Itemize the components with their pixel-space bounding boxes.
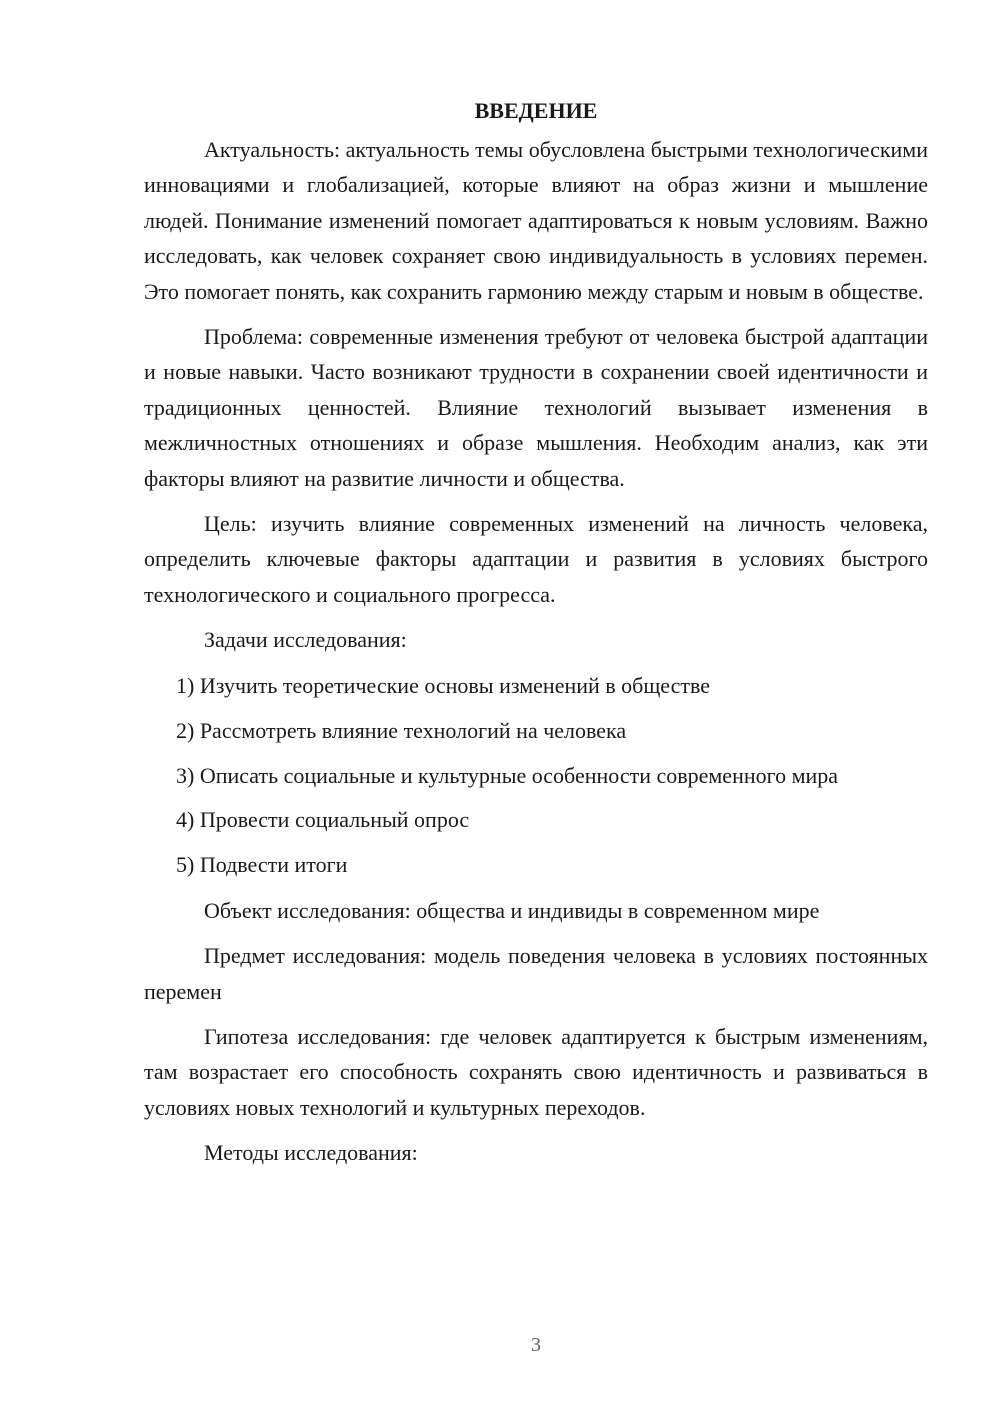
page-number: 3 xyxy=(531,1334,541,1356)
methods-title: Методы исследования: xyxy=(204,1140,418,1166)
section-heading: ВВЕДЕНИЕ xyxy=(474,98,598,123)
problem-paragraph: Проблема: современные изменения требуют от человека быстрой адаптации и новые навыки. Часто возникают трудности в сохранении своей идентичности и традиционных ценностей. Влияние технологий вызывает изменения в межличностных отношениях и образе мышления. Необходим анализ, как эти факторы влияют на развитие личности и общества. xyxy=(144,324,928,491)
task-item: 3) Описать социальные и культурные особенности современного мира xyxy=(176,762,839,788)
document-page xyxy=(144,96,928,1181)
task-item: 2) Рассмотреть влияние технологий на человека xyxy=(176,717,627,743)
subject-paragraph: Предмет исследования: модель поведения человека в условиях постоянных перемен xyxy=(144,943,928,1004)
object-paragraph: Объект исследования: общества и индивиды в современном мире xyxy=(204,897,820,923)
task-item: 4) Провести социальный опрос xyxy=(176,807,470,833)
task-item: 5) Подвести итоги xyxy=(176,852,348,878)
relevance-paragraph: Актуальность: актуальность темы обусловлена быстрыми технологическими инновациями и глобализацией, которые влияют на образ жизни и мышление людей. Понимание изменений помогает адаптироваться к новым условиям. Важно исследовать, как человек сохраняет свою индивидуальность в условиях перемен. Это помогает понять, как сохранить гармонию между старым и новым в обществе. xyxy=(144,137,928,304)
tasks-title: Задачи исследования: xyxy=(204,627,407,653)
hypothesis-paragraph: Гипотеза исследования: где человек адаптируется к быстрым изменениям, там возрастает его способность сохранять свою идентичность и развиваться в условиях новых технологий и культурных переходов. xyxy=(144,1023,928,1120)
goal-paragraph: Цель: изучить влияние современных изменений на личность человека, определить ключевые факторы адаптации и развития в условиях быстрого технологического и социального прогресса. xyxy=(144,511,928,607)
task-item: 1) Изучить теоретические основы изменений в обществе xyxy=(176,672,711,698)
tasks-list xyxy=(144,668,928,883)
